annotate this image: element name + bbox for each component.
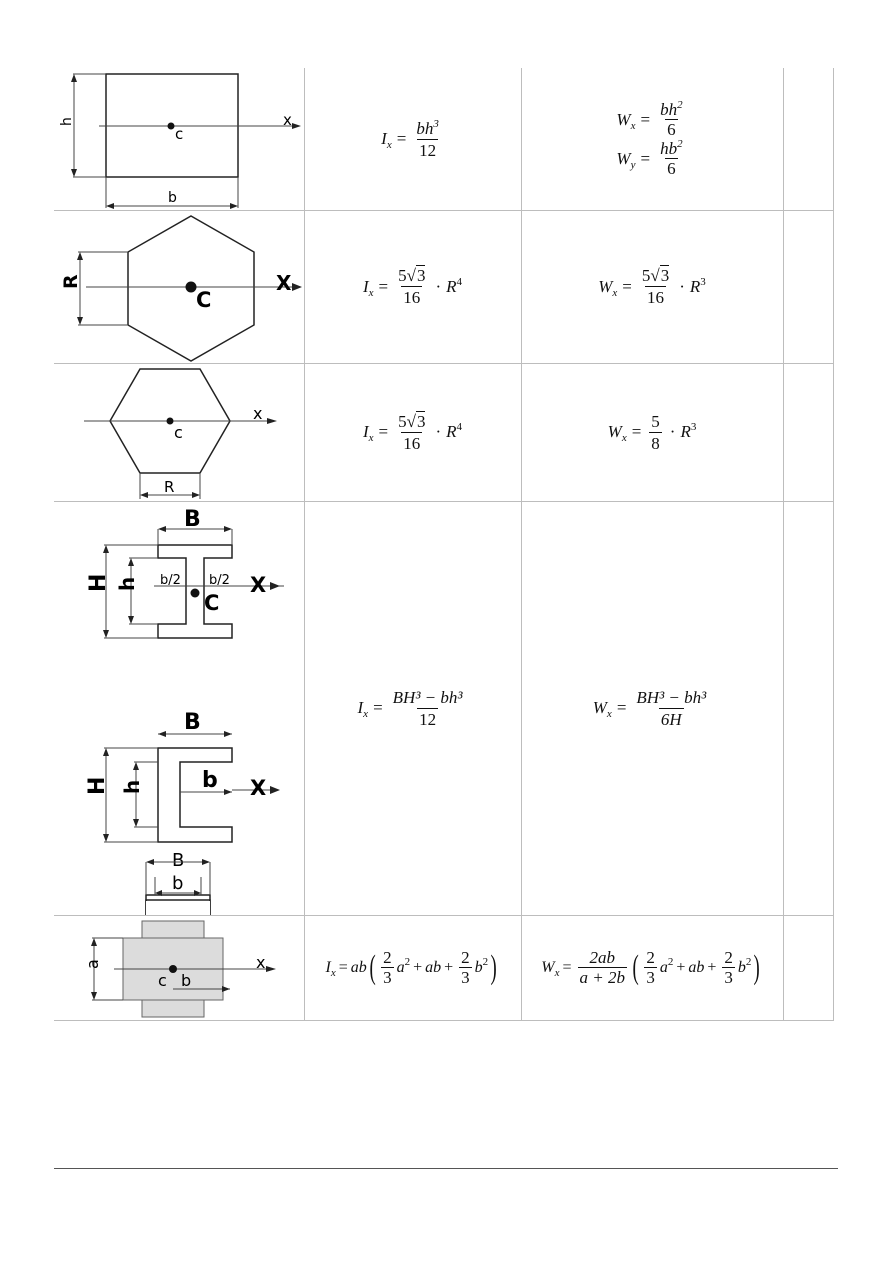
inertia-formula: $I_x$ = $\frac{\text{BH³ − bh³}}{12}$ <box>357 687 463 729</box>
svg-text:B: B <box>184 507 201 532</box>
inertia-formula: $I_x$ = $\frac{bh^3}{12}$ <box>381 117 439 160</box>
inertia-formula: $I_x$ = $\frac{5√3}{16}$ · $R^4$ <box>362 266 463 307</box>
inertia-formula: $I_x$ = ab ( $\frac{2}{3}$ $a^2$ + ab + $\frac{2}{3}$ $b^2$ ) <box>325 948 497 987</box>
svg-text:B: B <box>172 850 185 871</box>
footer-rule <box>54 1168 838 1169</box>
label-C: C <box>196 288 212 312</box>
label-x: x <box>253 404 263 423</box>
svg-text:b/2: b/2 <box>209 573 230 588</box>
svg-text:c: c <box>158 971 167 990</box>
label-X: X <box>276 271 292 295</box>
label-c: c <box>175 125 184 143</box>
label-R: R <box>60 274 82 289</box>
modulus-formula: $W_x$ = $\frac{5√3}{16}$ · $R^3$ <box>598 266 706 307</box>
modulus-formula: $W_x$ = $\frac{2ab}{a + 2b}$ ( $\frac{2}{3}$ $a^2$ + ab + $\frac{2}{3}$ $b^2$ ) <box>541 948 761 987</box>
channel-figure <box>85 710 280 842</box>
svg-text:B: B <box>184 710 201 735</box>
hexagon-vertex-section-figure <box>54 210 304 363</box>
svg-text:x: x <box>256 953 266 972</box>
rectangle-section-figure <box>54 68 304 210</box>
table-row <box>54 915 834 1020</box>
svg-text:h: h <box>120 779 144 794</box>
svg-text:X: X <box>250 573 267 597</box>
table-row <box>54 68 834 210</box>
modulus-formula: $W_x$ = $\frac{bh^2}{6}$ $W_y$ = $\frac{hb^2}{6}$ <box>616 99 683 178</box>
svg-text:b: b <box>181 971 192 990</box>
modulus-formula: $W_x$ = $\frac{\text{BH³ − bh³}}{6H}$ <box>592 687 707 729</box>
label-R: R <box>164 478 175 496</box>
cross-section-figure <box>54 915 304 1020</box>
table-row <box>54 363 834 501</box>
svg-text:h: h <box>115 576 139 591</box>
svg-text:b/2: b/2 <box>160 573 181 588</box>
modulus-formula: $W_x$ = $\frac{5}{8}$ · $R^3$ <box>607 411 697 453</box>
inertia-formula: $I_x$ = $\frac{5√3}{16}$ · $R^4$ <box>362 411 463 453</box>
label-b: b <box>168 190 177 206</box>
label-c: c <box>174 423 183 442</box>
row-divider <box>54 1020 834 1021</box>
svg-text:C: C <box>204 591 220 615</box>
svg-text:b: b <box>202 768 218 793</box>
svg-text:H: H <box>85 776 110 795</box>
box-section-figure-lower <box>54 853 304 915</box>
label-x: x <box>283 111 292 129</box>
svg-text:H: H <box>86 573 111 592</box>
svg-text:b: b <box>172 873 184 894</box>
table-row <box>54 210 834 363</box>
svg-text:X: X <box>250 776 267 800</box>
table-row <box>54 501 834 915</box>
i-beam-figure <box>86 507 284 638</box>
svg-text:a: a <box>83 959 102 969</box>
label-h: h <box>59 117 75 126</box>
hexagon-flat-section-figure <box>54 363 304 501</box>
